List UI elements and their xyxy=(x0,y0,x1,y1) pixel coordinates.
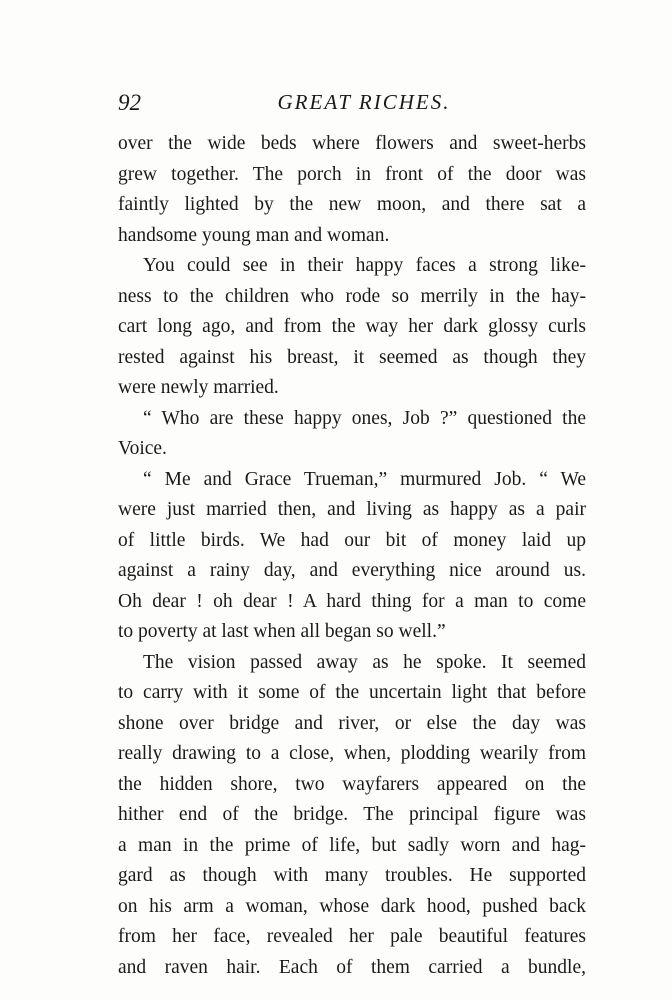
text-line: of little birds. We had our bit of money laid up xyxy=(118,529,586,551)
text-line: against a rainy day, and everything nice around us. xyxy=(118,560,586,581)
text-line: the hidden shore, two wayfarers appeared on the xyxy=(118,773,586,795)
text-line: and raven hair. Each of them carried a bundle, xyxy=(118,956,586,978)
text-line: cart long ago, and from the way her dark glossy curls xyxy=(118,316,586,337)
running-head xyxy=(118,90,586,120)
text-line: shone over bridge and river, or else the day was xyxy=(118,712,586,734)
text-line: “ Who are these happy ones, Job ?” questioned the xyxy=(143,407,586,429)
text-line: hither end of the bridge. The principal figure was xyxy=(118,804,586,825)
running-title: GREAT RICHES. xyxy=(277,90,451,114)
text-line: “ Me and Grace Trueman,” murmured Job. “ We xyxy=(143,468,586,490)
body-text xyxy=(118,129,586,983)
page-number: 92 xyxy=(118,90,141,115)
text-line: grew together. The porch in front of the door was xyxy=(118,163,586,185)
text-line: over the wide beds where flowers and sweet-herbs xyxy=(118,133,586,154)
text-line: rested against his breast, it seemed as though they xyxy=(118,346,586,368)
text-line: a man in the prime of life, but sadly worn and hag- xyxy=(118,834,586,856)
text-line: gard as though with many troubles. He supported xyxy=(118,865,586,886)
text-line: really drawing to a close, when, plodding wearily from xyxy=(118,743,586,764)
text-line: on his arm a woman, whose dark hood, pushed back xyxy=(118,895,586,917)
text-line: were newly married. xyxy=(118,377,279,398)
text-line: You could see in their happy faces a strong like- xyxy=(143,255,586,276)
text-line: to carry with it some of the uncertain light that before xyxy=(118,682,586,703)
text-line: faintly lighted by the new moon, and there sat a xyxy=(118,194,586,215)
text-line: were just married then, and living as happy as a pair xyxy=(118,499,586,520)
text-line: Voice. xyxy=(118,438,167,459)
text-line: ness to the children who rode so merrily in the hay- xyxy=(118,285,586,307)
text-line: to poverty at last when all began so well.” xyxy=(118,621,446,642)
text-line: from her face, revealed her pale beautiful features xyxy=(118,926,586,947)
text-line: handsome young man and woman. xyxy=(118,224,390,246)
text-line: Oh dear ! oh dear ! A hard thing for a man to come xyxy=(118,590,586,612)
text-line: The vision passed away as he spoke. It seemed xyxy=(143,651,586,673)
